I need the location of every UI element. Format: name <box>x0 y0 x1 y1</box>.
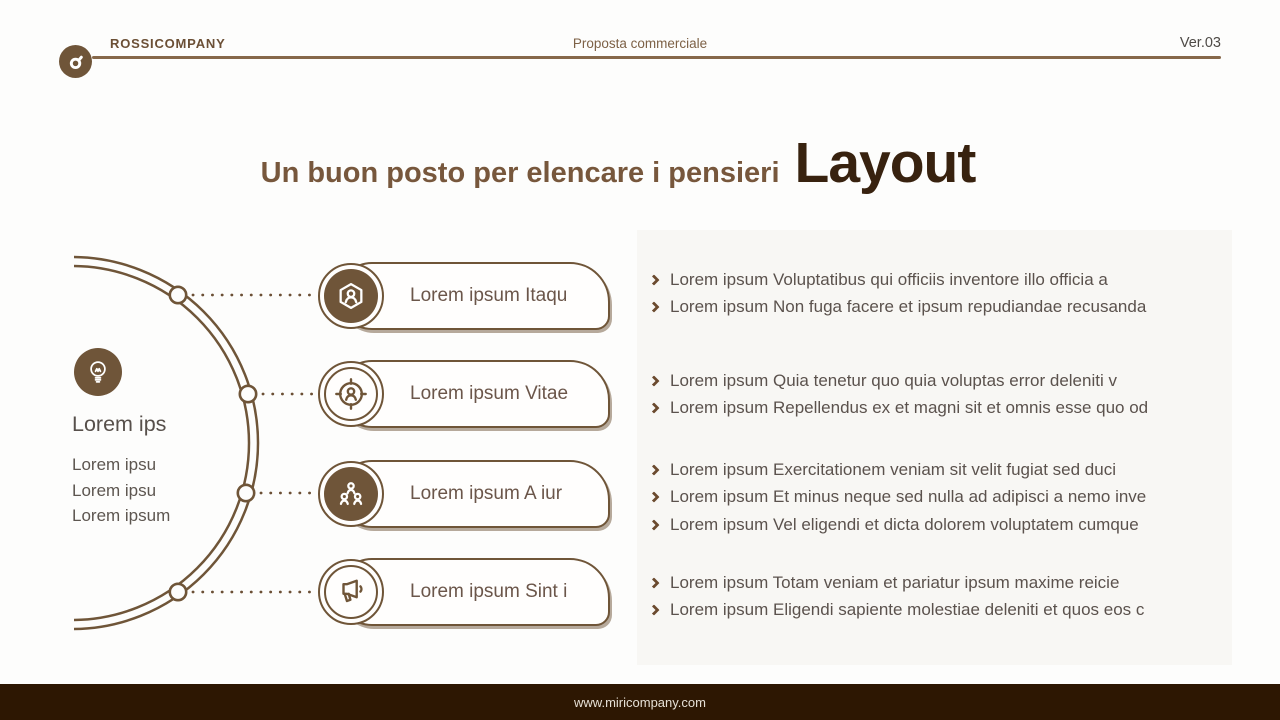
hub-label: Lorem ips <box>72 412 167 436</box>
badge-person-icon <box>318 263 384 329</box>
arc-node <box>170 584 186 600</box>
target-person-icon <box>318 361 384 427</box>
chevron-right-icon <box>648 302 659 313</box>
pill-label: Lorem ipsum A iur <box>410 483 563 504</box>
company-name: ROSSICOMPANY <box>110 36 226 51</box>
bullet-item <box>648 294 1223 322</box>
bullet-text: Lorem ipsum Et minus neque sed nulla ad adipisci a nemo inve <box>670 487 1147 507</box>
people-group-icon <box>318 461 384 527</box>
bullet-item <box>648 484 1223 512</box>
bullet-text: Lorem ipsum Repellendus ex et magni sit et omnis esse quo od <box>670 398 1149 418</box>
hub-line: Lorem ipsu <box>72 455 157 474</box>
hub-line: Lorem ipsum <box>72 506 171 526</box>
chevron-right-icon <box>648 492 659 503</box>
bullet-item <box>648 367 1223 395</box>
megaphone-icon <box>318 559 384 625</box>
bullet-item <box>648 395 1223 423</box>
title-row <box>0 130 1236 196</box>
bullet-text: Lorem ipsum Quia tenetur quo quia voluptas error deleniti v <box>670 370 1117 390</box>
bullet-text: Lorem ipsum Totam veniam et pariatur ipsum maxime reicie <box>670 572 1120 592</box>
chevron-right-icon <box>648 274 659 285</box>
pill-item-3 <box>318 460 610 528</box>
hub-line: Lorem ipsu <box>72 480 157 500</box>
bullet-group-4 <box>648 569 1223 624</box>
bullet-text: Lorem ipsum Eligendi sapiente molestiae deleniti et quos eos c <box>670 600 1145 620</box>
bullet-item <box>648 569 1223 597</box>
version-label: Ver.03 <box>1179 35 1221 51</box>
arc-node <box>240 386 256 402</box>
pill-item-2 <box>318 360 610 428</box>
bullet-item <box>648 511 1223 539</box>
bullet-group-3 <box>648 456 1223 539</box>
hub-text-lines <box>72 452 170 529</box>
bullet-text: Lorem ipsum Vel eligendi et dicta dolorem voluptatem cumque <box>670 514 1139 534</box>
footer-bar <box>0 684 1280 720</box>
bullet-text: Lorem ipsum Voluptatibus qui officiis inventore illo officia a <box>670 269 1108 289</box>
bullet-item <box>648 456 1223 484</box>
slide-subtitle: Un buon posto per elencare i pensieri <box>260 157 780 189</box>
arc-node <box>238 485 254 501</box>
bullet-text: Lorem ipsum Exercitationem veniam sit velit fugiat sed duci <box>670 459 1116 479</box>
bullet-group-1 <box>648 266 1223 321</box>
pill-item-1 <box>318 262 610 330</box>
pill-item-4 <box>318 558 610 626</box>
chevron-right-icon <box>648 403 659 414</box>
chevron-right-icon <box>648 519 659 530</box>
footer-url: www.miricompany.com <box>574 694 706 710</box>
lightbulb-icon <box>74 348 122 396</box>
chevron-right-icon <box>648 464 659 475</box>
chevron-right-icon <box>648 605 659 616</box>
chevron-right-icon <box>648 577 659 588</box>
arc-node <box>170 287 186 303</box>
chevron-right-icon <box>648 375 659 386</box>
bullet-text: Lorem ipsum Non fuga facere et ipsum repudiandae recusanda <box>670 297 1147 317</box>
header-divider <box>92 56 1221 59</box>
bullet-item <box>648 266 1223 294</box>
pill-label: Lorem ipsum Vitae <box>410 383 569 404</box>
header-subtitle: Proposta commerciale <box>572 36 708 51</box>
pill-label: Lorem ipsum Itaqu <box>410 285 568 306</box>
bullet-item <box>648 597 1223 625</box>
pill-label: Lorem ipsum Sint i <box>410 581 568 602</box>
slide-title: Layout <box>794 131 976 195</box>
bullet-group-2 <box>648 367 1223 422</box>
